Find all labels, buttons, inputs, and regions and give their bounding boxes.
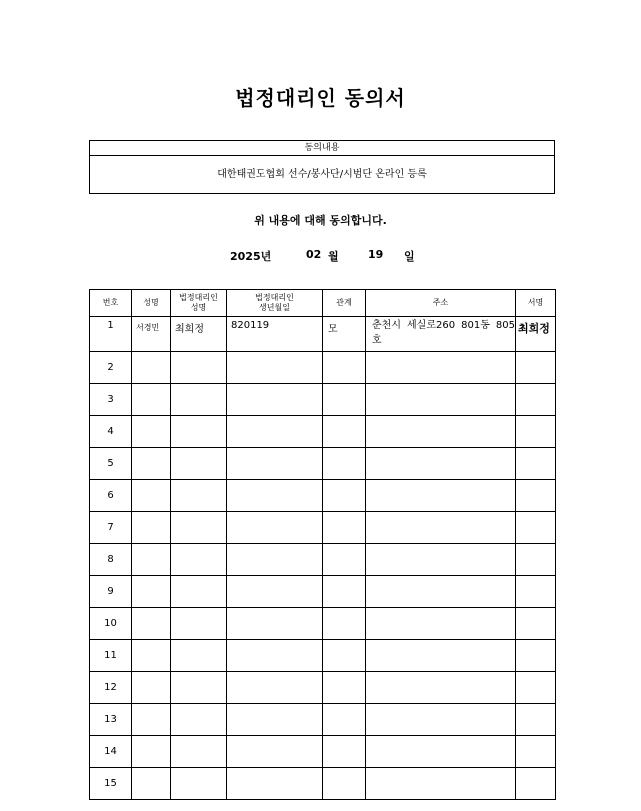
- cell-name-text: 서경민: [136, 323, 160, 332]
- header-relation: 관계: [323, 290, 366, 317]
- cell-number: 4: [90, 416, 132, 448]
- cell-relation: [323, 317, 366, 352]
- cell-relation: [323, 480, 366, 512]
- cell-number: 11: [90, 640, 132, 672]
- header-guardian-name: [171, 290, 227, 317]
- cell-relation: [323, 384, 366, 416]
- table-row: [90, 640, 556, 672]
- cell-guardian-name-text: 최희정: [175, 324, 204, 335]
- cell-name: [132, 448, 171, 480]
- cell-signature: [516, 480, 556, 512]
- date-day: 19: [368, 248, 384, 261]
- cell-guardian-name: [171, 384, 227, 416]
- header-guardian-birth: [227, 290, 323, 317]
- cell-guardian-name: [171, 768, 227, 800]
- cell-number: 2: [90, 352, 132, 384]
- cell-address: [366, 672, 516, 704]
- consent-content: 대한태권도협회 선수/봉사단/시범단 온라인 등록: [217, 169, 427, 180]
- cell-name: [132, 352, 171, 384]
- cell-name: [132, 736, 171, 768]
- date-day-unit: 일: [404, 250, 415, 263]
- cell-guardian-name: [171, 317, 227, 352]
- cell-relation: [323, 640, 366, 672]
- cell-relation: [323, 352, 366, 384]
- table-row: [90, 672, 556, 704]
- header-address: 주소: [366, 290, 516, 317]
- cell-guardian-birth: [227, 576, 323, 608]
- cell-signature: [516, 736, 556, 768]
- cell-guardian-name: [171, 640, 227, 672]
- table-row: [90, 317, 556, 352]
- table-row: [90, 704, 556, 736]
- cell-number: 8: [90, 544, 132, 576]
- cell-signature: [516, 672, 556, 704]
- cell-guardian-birth: [227, 352, 323, 384]
- cell-name: [132, 512, 171, 544]
- cell-number: 15: [90, 768, 132, 800]
- date-month-unit: 월: [328, 250, 339, 263]
- header-guardian-birth-line2: 생년월일: [259, 303, 290, 312]
- cell-address: [366, 768, 516, 800]
- cell-signature: [516, 448, 556, 480]
- cell-guardian-name: [171, 416, 227, 448]
- cell-number: 1: [90, 317, 132, 352]
- header-signature: 서명: [516, 290, 556, 317]
- cell-relation: [323, 416, 366, 448]
- cell-guardian-name: [171, 608, 227, 640]
- table-row: [90, 768, 556, 800]
- cell-name: [132, 608, 171, 640]
- cell-name: [132, 640, 171, 672]
- table-row: [90, 736, 556, 768]
- table-row: [90, 480, 556, 512]
- date-year: 2025년: [230, 250, 272, 263]
- cell-address: [366, 384, 516, 416]
- cell-signature: [516, 640, 556, 672]
- cell-number: 5: [90, 448, 132, 480]
- cell-signature: [516, 352, 556, 384]
- cell-guardian-birth: [227, 544, 323, 576]
- cell-name: [132, 544, 171, 576]
- cell-guardian-name: [171, 448, 227, 480]
- header-name: 성명: [132, 290, 171, 317]
- cell-signature: [516, 317, 556, 352]
- cell-name: [132, 480, 171, 512]
- cell-name: [132, 672, 171, 704]
- cell-guardian-name: [171, 352, 227, 384]
- table-row: [90, 608, 556, 640]
- cell-guardian-birth: [227, 480, 323, 512]
- cell-name: [132, 384, 171, 416]
- cell-number: 14: [90, 736, 132, 768]
- cell-name: [132, 416, 171, 448]
- cell-address: [366, 608, 516, 640]
- cell-address: [366, 544, 516, 576]
- cell-relation: [323, 672, 366, 704]
- date-month: 02: [306, 248, 322, 261]
- agreement-statement: 위 내용에 대해 동의합니다.: [254, 214, 387, 227]
- cell-relation: [323, 768, 366, 800]
- cell-address: [366, 448, 516, 480]
- table-row: [90, 576, 556, 608]
- cell-relation: [323, 576, 366, 608]
- cell-guardian-name: [171, 576, 227, 608]
- header-number: 번호: [90, 290, 132, 317]
- cell-signature: [516, 544, 556, 576]
- table-row: [90, 352, 556, 384]
- cell-guardian-birth-text: 820119: [231, 320, 270, 331]
- cell-relation: [323, 608, 366, 640]
- header-guardian-birth-line1: 법정대리인: [255, 293, 294, 302]
- cell-address: [366, 352, 516, 384]
- cell-guardian-name: [171, 544, 227, 576]
- cell-name: [132, 317, 171, 352]
- table-body: [90, 317, 556, 800]
- cell-name: [132, 576, 171, 608]
- document-title: 법정대리인 동의서: [235, 86, 406, 110]
- table-row: [90, 384, 556, 416]
- cell-signature: [516, 416, 556, 448]
- cell-signature-text: 최희정: [518, 322, 550, 335]
- cell-guardian-birth: [227, 448, 323, 480]
- cell-signature: [516, 608, 556, 640]
- cell-guardian-name: [171, 512, 227, 544]
- cell-number: 10: [90, 608, 132, 640]
- cell-guardian-birth: [227, 416, 323, 448]
- cell-guardian-birth: [227, 768, 323, 800]
- consent-box: [89, 140, 555, 194]
- cell-relation: [323, 704, 366, 736]
- cell-guardian-birth: [227, 672, 323, 704]
- table-header-row: [90, 290, 556, 317]
- cell-relation: [323, 736, 366, 768]
- cell-name: [132, 704, 171, 736]
- cell-signature: [516, 704, 556, 736]
- cell-signature: [516, 512, 556, 544]
- cell-address: [366, 317, 516, 352]
- cell-guardian-birth: [227, 640, 323, 672]
- cell-address: [366, 736, 516, 768]
- cell-signature: [516, 384, 556, 416]
- cell-signature: [516, 576, 556, 608]
- cell-guardian-name: [171, 704, 227, 736]
- cell-number: 13: [90, 704, 132, 736]
- table-row: [90, 416, 556, 448]
- cell-guardian-name: [171, 480, 227, 512]
- table-row: [90, 448, 556, 480]
- cell-name: [132, 768, 171, 800]
- table-row: [90, 544, 556, 576]
- cell-guardian-birth: [227, 512, 323, 544]
- cell-number: 7: [90, 512, 132, 544]
- cell-signature: [516, 768, 556, 800]
- cell-address: [366, 640, 516, 672]
- header-guardian-name-line1: 법정대리인: [179, 293, 218, 302]
- cell-address: [366, 576, 516, 608]
- cell-guardian-birth: [227, 704, 323, 736]
- cell-address: [366, 704, 516, 736]
- guardian-table: [89, 289, 556, 800]
- cell-number: 6: [90, 480, 132, 512]
- cell-number: 3: [90, 384, 132, 416]
- cell-address: [366, 416, 516, 448]
- consent-header: 동의내용: [90, 141, 554, 156]
- cell-relation: [323, 512, 366, 544]
- cell-address-text: 춘천시 세실로260 801동 805호: [372, 320, 515, 346]
- cell-relation-text: 모: [328, 324, 338, 335]
- cell-guardian-birth: [227, 384, 323, 416]
- cell-relation: [323, 544, 366, 576]
- table-row: [90, 512, 556, 544]
- cell-guardian-name: [171, 736, 227, 768]
- header-guardian-name-line2: 성명: [190, 303, 207, 312]
- cell-guardian-birth: [227, 317, 323, 352]
- cell-address: [366, 480, 516, 512]
- cell-relation: [323, 448, 366, 480]
- cell-address: [366, 512, 516, 544]
- cell-guardian-birth: [227, 608, 323, 640]
- cell-guardian-name: [171, 672, 227, 704]
- cell-guardian-birth: [227, 736, 323, 768]
- cell-number: 9: [90, 576, 132, 608]
- cell-number: 12: [90, 672, 132, 704]
